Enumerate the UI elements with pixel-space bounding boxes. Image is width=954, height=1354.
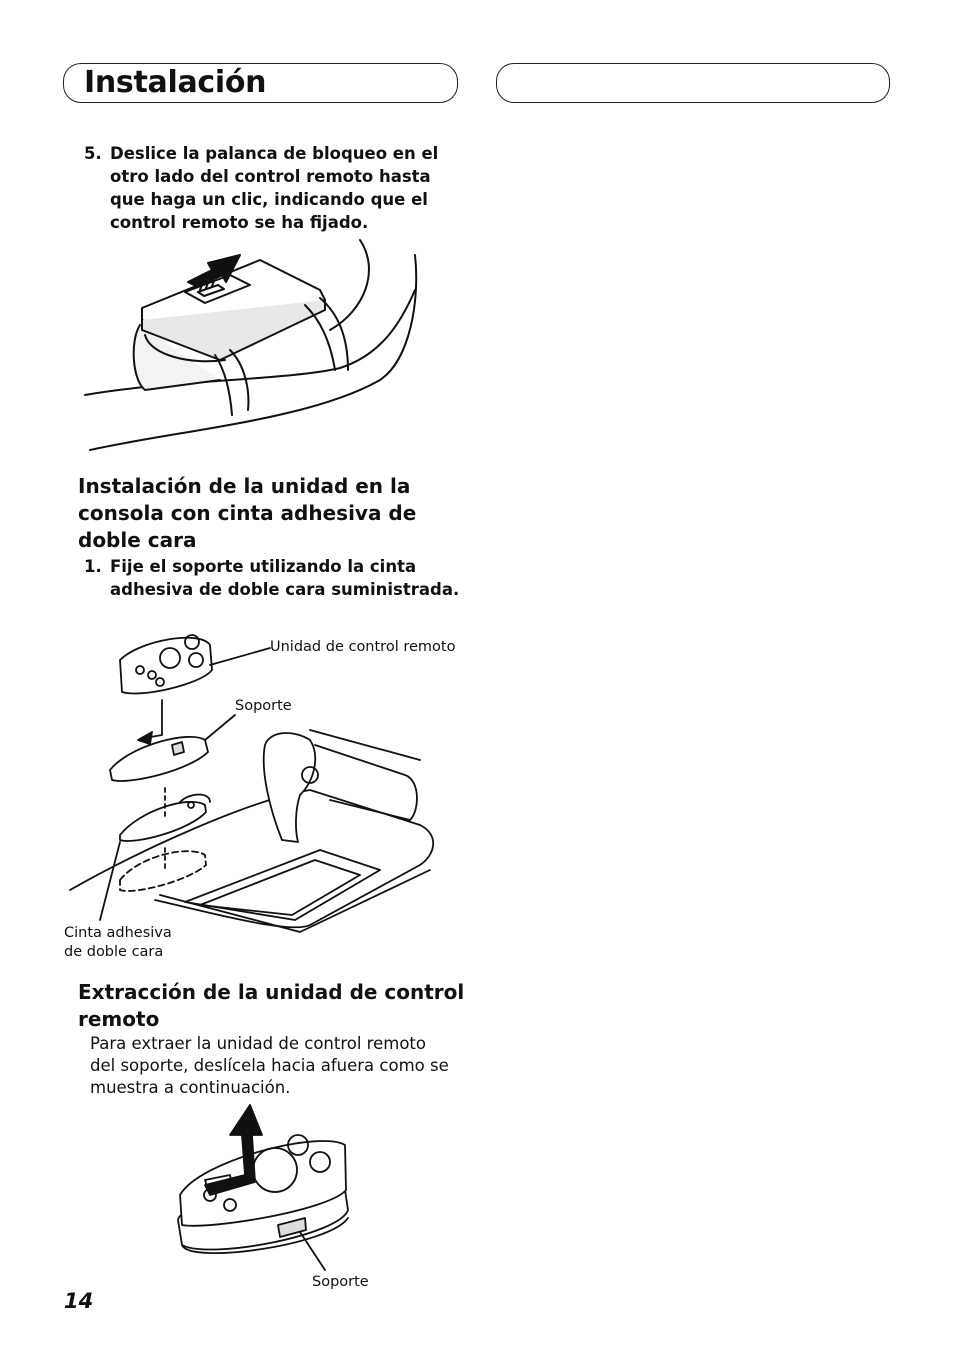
steering-wheel-illustration — [80, 230, 440, 460]
console-mount-illustration — [60, 620, 460, 940]
remote-removal-illustration — [170, 1100, 370, 1280]
step-text: Fije el soporte utilizando la cinta adhesiva de doble cara suministrada. — [110, 557, 460, 599]
section-heading-console: Instalación de la unidad en la consola con cinta adhesiva de doble cara — [78, 474, 417, 552]
label-holder: Soporte — [312, 1274, 369, 1290]
label-holder: Soporte — [235, 698, 292, 714]
label-remote-unit: Unidad de control remoto — [270, 639, 456, 655]
step-text: Deslice la palanca de bloqueo en el otro lado del control remoto hasta que haga un clic, indicando que el control remoto se ha fijado. — [110, 144, 439, 232]
section-heading-extract: Extracción de la unidad de control remoto — [78, 980, 465, 1031]
page-title: Instalación — [84, 65, 267, 100]
header-title-box — [63, 63, 458, 103]
header-right-box — [496, 63, 890, 103]
step-number: 1. — [84, 557, 102, 576]
section-body-extract: Para extraer la unidad de control remoto del soporte, deslícela hacia afuera como se muestra a continuación. — [90, 1034, 449, 1097]
page-number: 14 — [64, 1289, 94, 1313]
step-number: 5. — [84, 144, 102, 163]
label-adhesive-tape: Cinta adhesiva de doble cara — [64, 925, 172, 960]
